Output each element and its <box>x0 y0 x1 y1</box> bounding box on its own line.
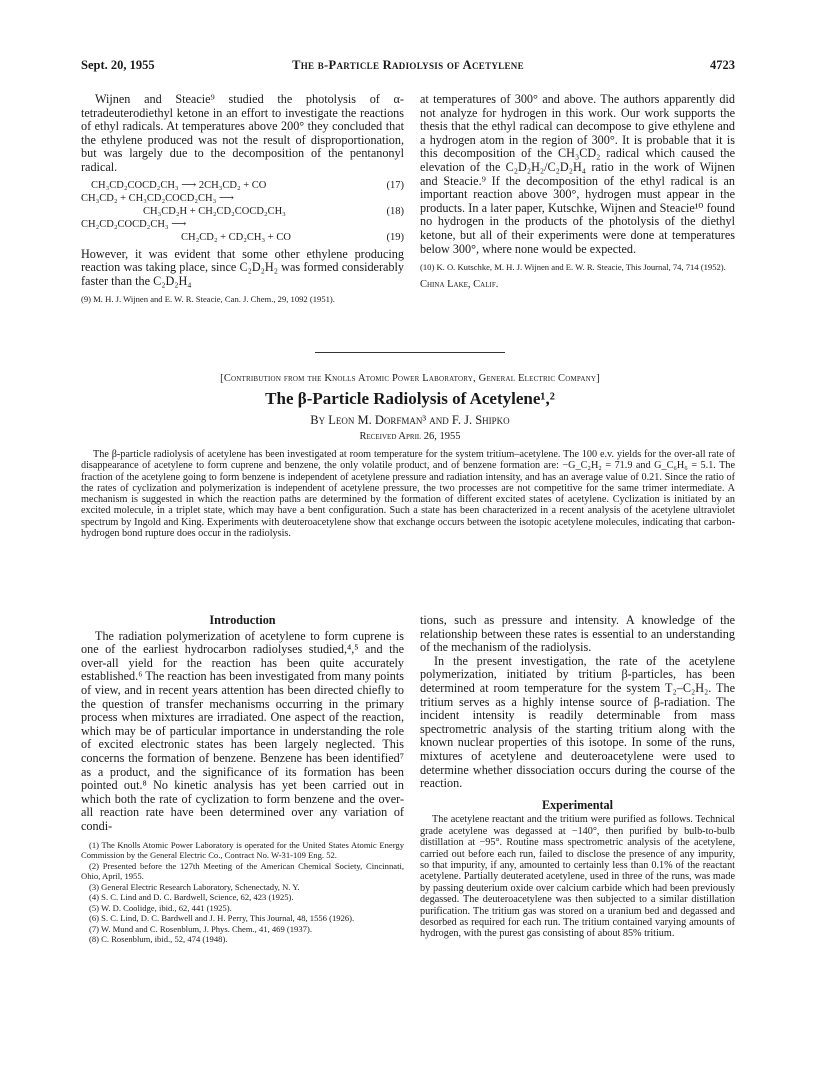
header-page-number: 4723 <box>710 58 735 72</box>
intro-continuation: tions, such as pressure and intensity. A knowledge of the relationship between these rates is essential to an understanding of the mechanism of the radiolysis. <box>420 613 735 655</box>
intro-left-column <box>81 614 404 945</box>
equation-19-line2: CH₂CD₂ + CD₂CH₃ + CO (19) <box>181 231 404 243</box>
footnote-4: (4) S. C. Lind and D. C. Bardwell, Science, 62, 423 (1925). <box>89 892 294 902</box>
prev-article-right-column <box>420 93 735 291</box>
header-running-title: The β-Particle Radiolysis of Acetylene <box>292 58 524 72</box>
prev-article-left-column <box>81 93 404 305</box>
received-date: Received April 26, 1955 <box>359 431 461 442</box>
prev-right-paragraph: at temperatures of 300° and above. The authors apparently did not analyze for hydrogen in this work. Our work supports the thesis that the ethyl radical can decompose to give ethylene and a hydrogen atom in the region of 300°. It is probable that it is this decomposition of the CH₃CD₂ radical which caused the elevation of the C₂D₂H₂/C₂D₂H₄ ratio in the work of Wijnen and Steacie.⁹ If the decomposition of the ethyl radical is an important reaction above 300°, hydrogen must appear in the products. In a later paper, Kutschke, Wijnen and Steacie¹⁰ found no hydrogen in the products of the photolysis of the diethyl ketone, but all of their experiments were done at temperatures below 300°, where none would be expected. <box>420 92 735 256</box>
intro-heading: Introduction <box>209 613 276 627</box>
footnote-8: (8) C. Rosenblum, ibid., 52, 474 (1948). <box>89 934 228 944</box>
footnote-10: (10) K. O. Kutschke, M. H. J. Wijnen and E. W. R. Steacie, This Journal, 74, 714 (1952). <box>420 262 726 273</box>
article-separator-rule <box>315 352 505 353</box>
footnote-2: (2) Presented before the 127th Meeting of the American Chemical Society, Cincinnati, Ohio, April, 1955. <box>81 860 404 881</box>
contribution-line: [Contribution from the Knolls Atomic Power Laboratory, General Electric Company] <box>220 373 600 384</box>
footnote-9: (9) M. H. J. Wijnen and E. W. R. Steacie, Can. J. Chem., 29, 1092 (1951). <box>81 294 335 305</box>
intro-footnotes <box>81 840 404 945</box>
experimental-heading: Experimental <box>541 797 614 812</box>
equation-17: CH₃CD₂COCD₂CH₃ ⟶ 2CH₃CD₂ + CO (17) <box>91 179 404 191</box>
article-title: The β-Particle Radiolysis of Acetylene¹,² <box>265 389 555 408</box>
equation-18-line2: CH₃CD₂H + CH₂CD₂COCD₂CH₃ (18) <box>143 205 404 217</box>
footnote-5: (5) W. D. Coolidge, ibid., 62, 441 (1925). <box>89 902 232 913</box>
intro-right-column <box>420 614 735 940</box>
location-line: China Lake, Calif. <box>420 278 499 290</box>
running-header <box>81 58 735 76</box>
intro-paragraph: The radiation polymerization of acetylene to form cuprene is one of the earliest hydrocarbon radiolyses studied,⁴,⁵ and the over-all yield for the reaction has been quite accurately established.⁶ The reaction has been investigated from many points of view, and in recent years attention has been directed chiefly to the question of transfer mechanisms occurring in the primary process when mixtures are irradiated. One aspect of the reaction, which may be of particular importance in understanding the role of excited electronic states has been largely neglected. This concerns the formation of benzene. Benzene has been identified⁷ as a product, and the significance of its formation has been pointed out.⁸ No kinetic analysis has yet been carried out in which both the rate of cyclization to form benzene and the over-all reaction rate have been determined over any variation of condi- <box>81 628 404 833</box>
equation-18-line1: CH₃CD₂ + CH₃CD₂COCD₂CH₃ ⟶ <box>81 192 234 204</box>
footnote-3: (3) General Electric Research Laboratory, Schenectady, N. Y. <box>89 881 300 892</box>
prev-left-paragraph: Wijnen and Steacie⁹ studied the photolysis of α-tetradeuterodiethyl ketone in an effort to investigate the reactions of ethyl radicals. At temperatures above 200° they concluded that the ethylene produced was not the result of disproportionation, but was largely due to the decomposition of the pentanonyl radical. <box>81 92 404 174</box>
abstract-text: The β-particle radiolysis of acetylene has been investigated at room temperature for the system tritium–acetylene. The 100 e.v. yields for the over-all rate of disappearance of acetylene to form cuprene and benzene, the only volatile product, and of benzene formation are: −G_C₂H₂ = 71.9 and G_C₆H₆ = 5.1. The fraction of the acetylene going to form benzene is independent of acetylene pressure and radiation intensity, and has an average value of 0.21. Since the ratio of the rates of cyclization and polymerization is independent of acetylene pressure, the two processes are not competitive for the same trimer intermediate. A mechanism is suggested in which the reaction paths are determined by the formation of different excited states of acetylene. Cyclization is initiated by an excited molecule, in a triplet state, which may have a bent configuration. Such a state has been characterized in a recent analysis of the acetylene ultraviolet spectrum by Ingold and King. Experiments with deuteroacetylene show that exchange occurs between the isotopic acetylene molecules, indicating that carbon-hydrogen bond rupture does occur in the radiolysis. <box>81 449 735 540</box>
abstract <box>81 449 735 539</box>
article-authors: By Leon M. Dorfman³ and F. J. Shipko <box>310 413 510 427</box>
footnote-6: (6) S. C. Lind, D. C. Bardwell and J. H. Perry, This Journal, 48, 1556 (1926). <box>89 913 355 923</box>
prev-left-paragraph-2: However, it was evident that some other ethylene producing reaction was taking place, since C₂D₂H₂ was formed considerably faster than the C₂D₂H₄ <box>81 246 404 288</box>
footnote-7: (7) W. Mund and C. Rosenblum, J. Phys. Chem., 41, 469 (1937). <box>89 923 312 934</box>
header-date: Sept. 20, 1955 <box>81 58 155 72</box>
experimental-paragraph: The acetylene reactant and the tritium were purified as follows. Technical grade acetylene was degassed at −140°, then purified by bulb-to-bulb distillation at −95°. Routine mass spectrometric analysis of the acetylene, carried out before each run, failed to disclose the presence of any impurity, so that impurity, if any, amounted to certainly less than 0.1% of the reactant acetylene. Partially deuterated acetylene, used in three of the runs, was made by passing deuterium oxide over calcium carbide which had been previously degassed. The deuteroacetylene was then subjected to a similar distillation purification. The tritium gas was stored on a uranium bed and degassed and desorbed as required for each run. The tritium contained varying amounts of hydrogen, with the purest gas consisting of about 85% tritium. <box>420 814 735 940</box>
footnote-1: (1) The Knolls Atomic Power Laboratory is operated for the United States Atomic Energy Commission by the General Electric Co., Contract No. W-31-109 Eng. 52. <box>81 839 404 860</box>
intro-paragraph-2: In the present investigation, the rate of the acetylene polymerization, initiated by tritium β-particles, has been determined at room temperature for the system T₂–C₂H₂. The tritium serves as a highly intense source of β-radiation. The incident intensity is readily determinable from mass spectrometric analysis of the starting tritium along with the known nuclear properties of this isotope. In some of the runs, mixtures of acetylene and deuteroacetylene were used to determine whether dissociation occurs during the course of the reaction. <box>420 653 735 791</box>
equation-19-line1: CH₂CD₂COCD₂CH₃ ⟶ <box>81 218 187 230</box>
experimental-section <box>420 814 735 939</box>
